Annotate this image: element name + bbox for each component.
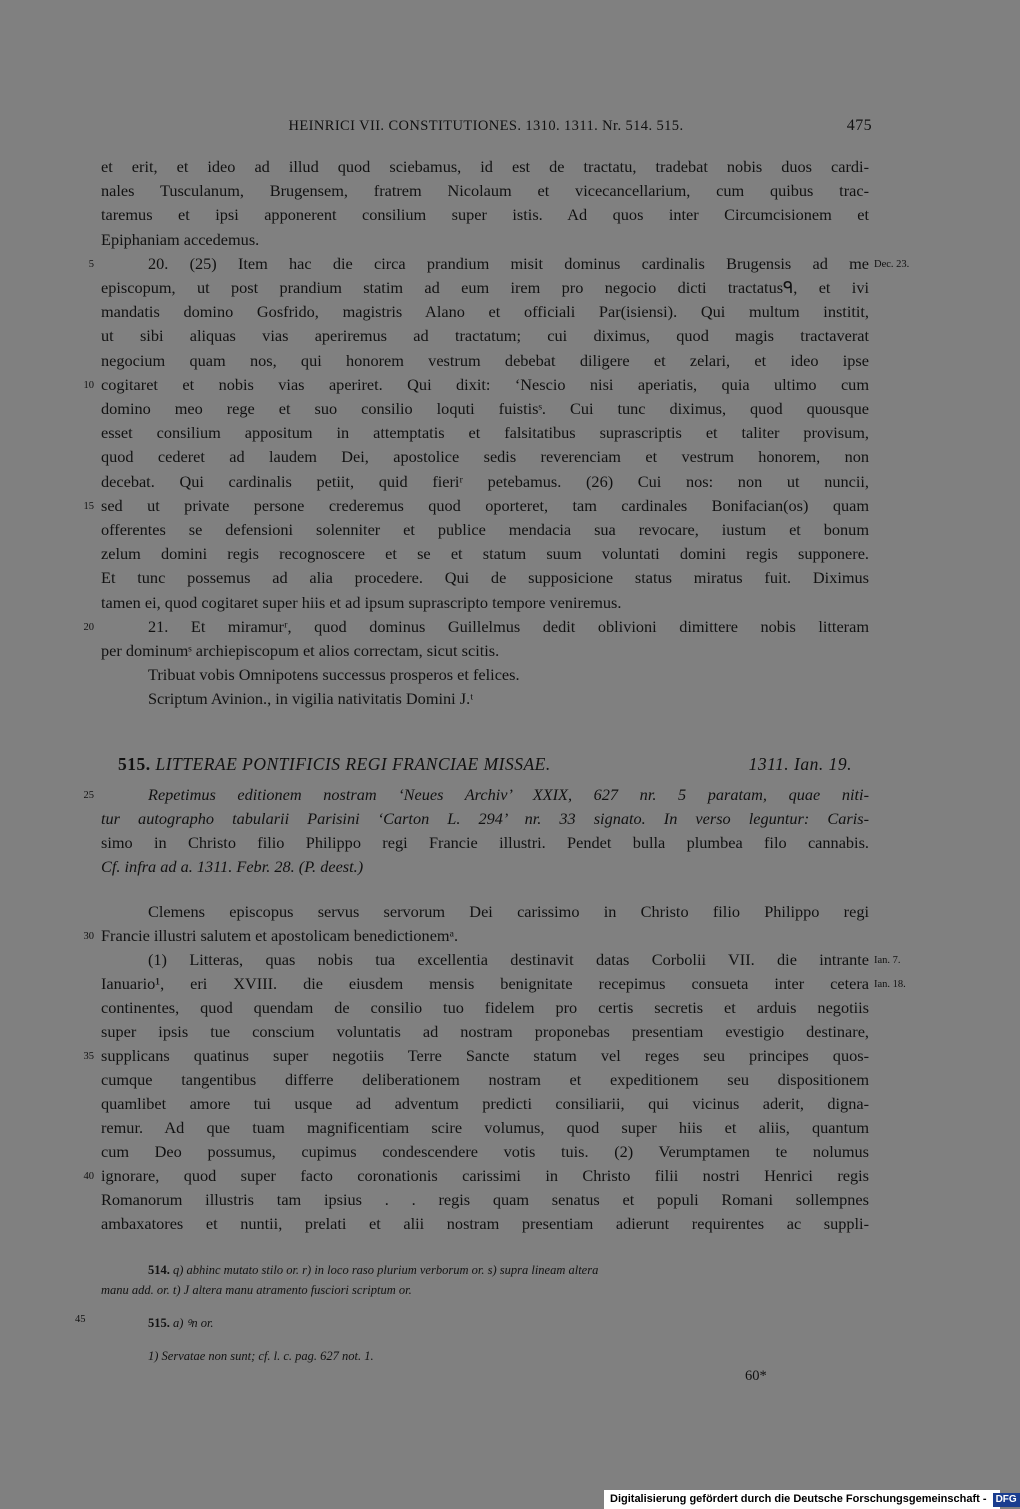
- footnote-514-line2: manu add. or. t) J altera manu atramento fusciori scriptum or.: [101, 1283, 412, 1297]
- line-number: 10: [83, 379, 94, 391]
- body-line: cogitaret et nobis vias aperiret. Qui dixit: ‘Nescio nisi aperiatis, quia ultimo cum: [101, 374, 869, 394]
- body-line: Tribuat vobis Omnipotens successus prosperos et felices.: [148, 665, 520, 685]
- intro-line: simo in Christo filio Philippo regi Francie illustri. Pendet bulla plumbea filo cannabis.: [101, 833, 869, 852]
- letter-line: cumque tangentibus differre deliberationem nostram et expeditionem seu dispositionem: [101, 1070, 869, 1089]
- dfg-banner: [604, 1490, 1017, 1509]
- document-title-text: LITTERAE PONTIFICIS REGI FRANCIAE MISSAE.: [155, 754, 551, 774]
- footnote-text: a) ꝰn or.: [173, 1316, 214, 1330]
- body-line: tamen ei, quod cogitaret super hiis et ad ipsum suprascripto tempore veniremus.: [101, 592, 622, 612]
- body-line: decebat. Qui cardinalis petiit, quid fieriʳ petebamus. (26) Cui nos: non ut nuncii,: [101, 471, 869, 491]
- page-number: 475: [846, 117, 872, 134]
- line-number: 25: [83, 790, 94, 801]
- body-line: 20. (25) Item hac die circa prandium misit dominus cardinalis Brugensis ad me: [148, 253, 869, 273]
- body-line: ut sibi aliquas vias aperiremus ad tractatum; cui diximus, quod magis tractaverat: [101, 326, 869, 346]
- body-line: zelum domini regis recognoscere et se et statum suum voluntati domini regis supponere.: [101, 544, 869, 564]
- body-line: et erit, et ideo ad illud quod sciebamus, id est de tractatu, tradebat nobis duos cardi-: [101, 157, 869, 176]
- body-line: Epiphaniam accedemus.: [101, 229, 260, 249]
- letter-line: Francie illustri salutem et apostolicam benedictionemᵃ.: [101, 926, 459, 945]
- signature-mark: 60*: [745, 1368, 767, 1384]
- running-header: [100, 118, 872, 135]
- intro-line: Cf. infra ad a. 1311. Febr. 28. (P. deest.): [101, 857, 364, 876]
- letter-line: (1) Litteras, quas nobis tua excellentia destinavit datas Corbolii VII. die intrante: [148, 950, 869, 969]
- intro-line: Repetimus editionem nostram ‘Neues Archiv’ XXIX, 627 nr. 5 paratam, quae niti-: [148, 785, 869, 804]
- margin-date-note: Ian. 18.: [874, 979, 906, 990]
- letter-line: super ipsis tue conscium voluntatis ad nostram proponebas presentiam evestigio destinare,: [101, 1022, 869, 1041]
- letter-line: ambaxatores et nuntii, prelati et alii nostram presentiam adierunt requirentes ac suppli-: [101, 1214, 869, 1233]
- document-date: 1311. Ian. 19.: [748, 754, 852, 774]
- letter-line: cum Deo possumus, cupimus condescendere votis tuis. (2) Verumptamen te nolumus: [101, 1142, 869, 1161]
- document-title: [118, 754, 852, 775]
- footnote-514-line1: [148, 1263, 598, 1278]
- footnote-text: q) abhinc mutato stilo or. r) in loco raso plurium verborum or. s) supra lineam altera: [173, 1263, 599, 1277]
- margin-date-note: Dec. 23.: [874, 258, 910, 270]
- body-line: 21. Et miramurʳ, quod dominus Guillelmus dedit oblivioni dimittere nobis litteram: [148, 616, 869, 636]
- line-number: 30: [83, 931, 94, 942]
- line-number: 20: [83, 621, 94, 633]
- running-title: HEINRICI VII. CONSTITUTIONES. 1310. 1311. Nr. 514. 515.: [288, 118, 684, 134]
- body-line: mandatis domino Gosfrido, magistris Alano et officiali Par(isiensi). Qui multum institit,: [101, 302, 869, 322]
- letter-line: Ianuario¹, eri XVIII. die eiusdem mensis benignitate recepimus consueta inter cetera: [101, 974, 869, 993]
- line-number: 35: [83, 1051, 94, 1062]
- body-line: nales Tusculanum, Brugensem, fratrem Nicolaum et vicecancellarium, cum quibus trac-: [101, 181, 869, 201]
- margin-date-note: Ian. 7.: [874, 955, 901, 966]
- line-number: 5: [88, 258, 94, 270]
- body-line: Et tunc possemus ad alia procedere. Qui de supposicione status miratus fuit. Diximus: [101, 568, 869, 588]
- body-line: quod cederet ad laudem Dei, apostolice sedis reverenciam et vestrum honorem, non: [101, 447, 869, 467]
- body-line: offerentes se defensioni solenniter et publice mendacia sua revocare, iustum et bonum: [101, 520, 869, 539]
- banner-text: Digitalisierung gefördert durch die Deutsche Forschungsgemeinschaft -: [610, 1493, 987, 1505]
- body-line: per dominumˢ archiepiscopum et alios correctam, sicut scitis.: [101, 641, 500, 660]
- body-line: negocium quam nos, qui honorem vestrum debebat diligere et zelari, et ideo ipse: [101, 350, 869, 370]
- body-line: taremus et ipsi apponerent consilium super istis. Ad quos inter Circumcisionem et: [101, 205, 869, 225]
- letter-line: Clemens episcopus servus servorum Dei carissimo in Christo filio Philippo regi: [148, 902, 869, 921]
- intro-line: tur autographo tabularii Parisini ‘Carton L. 294’ nr. 33 signato. In verso leguntur: Caris-: [101, 809, 869, 828]
- footnote-1: 1) Servatae non sunt; cf. l. c. pag. 627 not. 1.: [148, 1349, 374, 1363]
- body-line: sed ut private persone crederemus quod oporteret, tam cardinales Bonifacian(os) quam: [101, 495, 869, 515]
- body-line: esset consilium appositum in attemptatis et falsitatibus suprascriptis et taliter provisum,: [101, 423, 869, 443]
- body-line: episcopum, ut post prandium statim ad eum irem pro negocio dicti tractatusᑫ, et ivi: [101, 278, 869, 297]
- footnote-label: 515.: [148, 1316, 170, 1330]
- line-number: 40: [83, 1171, 94, 1182]
- footnote-515: [148, 1314, 214, 1331]
- footnote-label: 514.: [148, 1263, 170, 1277]
- letter-line: remur. Ad que tuam magnificentiam scire volumus, quod super hiis et aliis, quantum: [101, 1118, 869, 1137]
- body-line: Scriptum Avinion., in vigilia nativitatis Domini J.ᵗ: [148, 689, 474, 709]
- letter-line: continentes, quod quendam de consilio tuo fidelem pro certis secretis et arduis negotiis: [101, 998, 869, 1017]
- letter-line: supplicans quatinus super negotiis Terre Sancte statum vel reges seu principes quos-: [101, 1046, 869, 1065]
- letter-line: Romanorum illustris tam ipsius . . regis quam senatus et populi Romani sollempnes: [101, 1190, 869, 1209]
- document-number: 515.: [118, 754, 151, 774]
- line-number: 15: [83, 500, 94, 512]
- dfg-logo: DFG: [993, 1493, 1020, 1507]
- body-line: domino meo rege et suo consilio loquti fuistisˢ. Cui tunc diximus, quod quousque: [101, 399, 869, 418]
- letter-line: quamlibet amore tui usque ad adventum predicti consiliarii, qui vicinus aderit, digna-: [101, 1094, 869, 1113]
- line-number: 45: [75, 1314, 86, 1325]
- letter-line: ignorare, quod super facto coronationis carissimi in Christo filii nostri Henrici regis: [101, 1166, 869, 1185]
